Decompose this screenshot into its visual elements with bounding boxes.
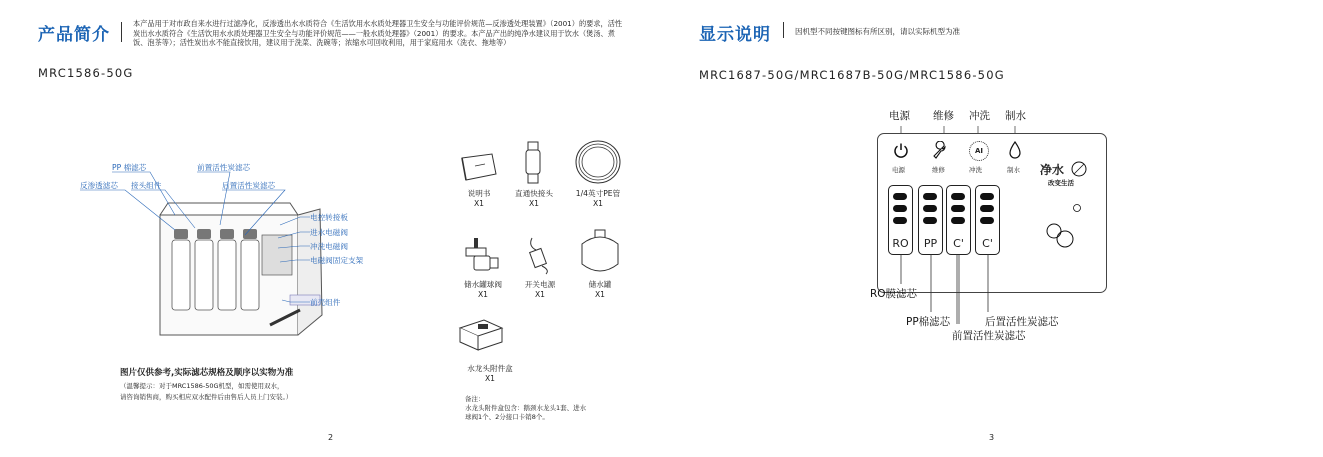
top-label-make-water: 制水 (1005, 110, 1026, 122)
label-flush-valve: 冲洗电磁阀 (310, 242, 348, 251)
icon-label-maintenance: 维修 (932, 166, 945, 174)
make-water-button[interactable] (1008, 141, 1022, 159)
faucet-box-icon (456, 316, 506, 354)
wrench-icon (931, 141, 949, 159)
tip-line-1: （温馨提示：对于MRC1586-50G机型，如需使用双水， (120, 382, 284, 390)
callout-rear-carbon: 后置活性炭滤芯 (985, 316, 1059, 328)
quick-connector-icon (520, 140, 546, 186)
image-caption: 图片仅供参考,实际滤芯规格及顺序以实物为准 (120, 368, 294, 378)
top-label-flush: 冲洗 (969, 110, 990, 122)
flush-button[interactable] (969, 141, 989, 161)
left-page-title: 产品简介 (38, 25, 110, 45)
label-control-board: 电控转接板 (310, 213, 348, 222)
page-number-left: 2 (328, 433, 334, 442)
note-line-2: 球阀1个、2分接口卡销8个。 (465, 413, 549, 421)
water-drop-icon (1008, 141, 1022, 159)
top-label-power: 电源 (889, 110, 910, 122)
storage-tank-icon (578, 228, 622, 278)
label-front-shell: 前壳组件 (310, 298, 341, 307)
brand-logo-main: 净水 (1040, 163, 1065, 177)
page-number-right: 3 (989, 433, 995, 442)
label-ro-filter: 反渗透滤芯 (80, 181, 118, 190)
label-rear-carbon: 后置活性炭滤芯 (222, 181, 276, 190)
decorative-bubbles (1040, 198, 1090, 258)
label-joint: 接头组件 (131, 181, 162, 190)
leaf-icon (1070, 160, 1088, 190)
label-leader-lines (0, 0, 400, 320)
label-front-carbon: 前置活性炭滤芯 (197, 163, 251, 172)
filter-code-rear: C' (982, 237, 993, 250)
note-line-1: 水龙头附件盒包含：鹅颈水龙头1套、进水 (465, 404, 587, 412)
icon-label-make-water: 制水 (1007, 166, 1020, 174)
power-icon (893, 142, 909, 158)
maintenance-button[interactable] (931, 141, 949, 159)
label-valve-bracket: 电磁阀固定支架 (310, 256, 364, 265)
right-page-title: 显示说明 (699, 25, 771, 45)
left-model: MRC1586-50G (38, 66, 134, 80)
filter-code-front: C' (953, 237, 964, 250)
note-title: 备注： (465, 395, 485, 403)
accessory-manual: 说明书 X1 (467, 189, 491, 208)
title-divider-right (783, 22, 784, 38)
icon-label-flush: 冲洗 (969, 166, 982, 174)
top-label-maintenance: 维修 (933, 110, 954, 122)
accessory-faucet-box: 水龙头附件盒 X1 (467, 364, 513, 383)
accessory-ball-valve: 储水罐球阀 X1 (464, 280, 502, 299)
callout-pp-filter: PP棉滤芯 (906, 316, 951, 328)
callout-ro-filter: RO膜滤芯 (870, 288, 918, 300)
accessory-power-supply: 开关电源 X1 (524, 280, 556, 299)
ball-valve-icon (462, 236, 502, 276)
filter-code-ro: RO (892, 237, 909, 250)
accessory-quick-connector: 直通快接头 X1 (515, 189, 553, 208)
manual-icon (459, 150, 499, 184)
ai-icon: AI (974, 147, 984, 155)
filter-code-pp: PP (923, 237, 938, 250)
label-pp-filter: PP 棉滤芯 (112, 163, 147, 172)
icon-label-power: 电源 (892, 166, 905, 174)
right-models: MRC1687-50G/MRC1687B-50G/MRC1586-50G (699, 68, 1005, 82)
product-intro: 本产品用于对市政自来水进行过滤净化，反渗透出水水质符合《生活饮用水水质处理器卫生安全与功能评价规范—反渗透处理装置》（2001）的要求，活性炭出水水质符合《生活饮用水水质处理器卫生安全与功能评价规范——一般水质处理器》（2001）的要求。本产品产出的纯净水建议用于饮水（煲汤、煮饭、泡茶等）；活性炭出水不能直接饮用，建议用于洗菜、洗碗等；浓缩水可回收利用，用于家庭用水（洗衣、拖地等） (133, 19, 623, 48)
brand-logo-sub: 改变生活 (1048, 179, 1074, 187)
power-supply-icon (524, 236, 554, 276)
accessory-storage-tank: 储水罐 X1 (588, 280, 612, 299)
label-inlet-valve: 进水电磁阀 (310, 228, 348, 237)
power-button[interactable] (893, 142, 909, 158)
right-subtitle: 因机型不同按键图标有所区别，请以实际机型为准 (795, 27, 960, 36)
accessory-pe-tube: 1/4英寸PE管 X1 (575, 189, 621, 208)
tip-line-2: 请咨询销售商，购买相应双水配件后由售后人员上门安装。） (120, 393, 293, 401)
pe-tube-icon (572, 138, 624, 188)
callout-front-carbon: 前置活性炭滤芯 (952, 330, 1026, 342)
